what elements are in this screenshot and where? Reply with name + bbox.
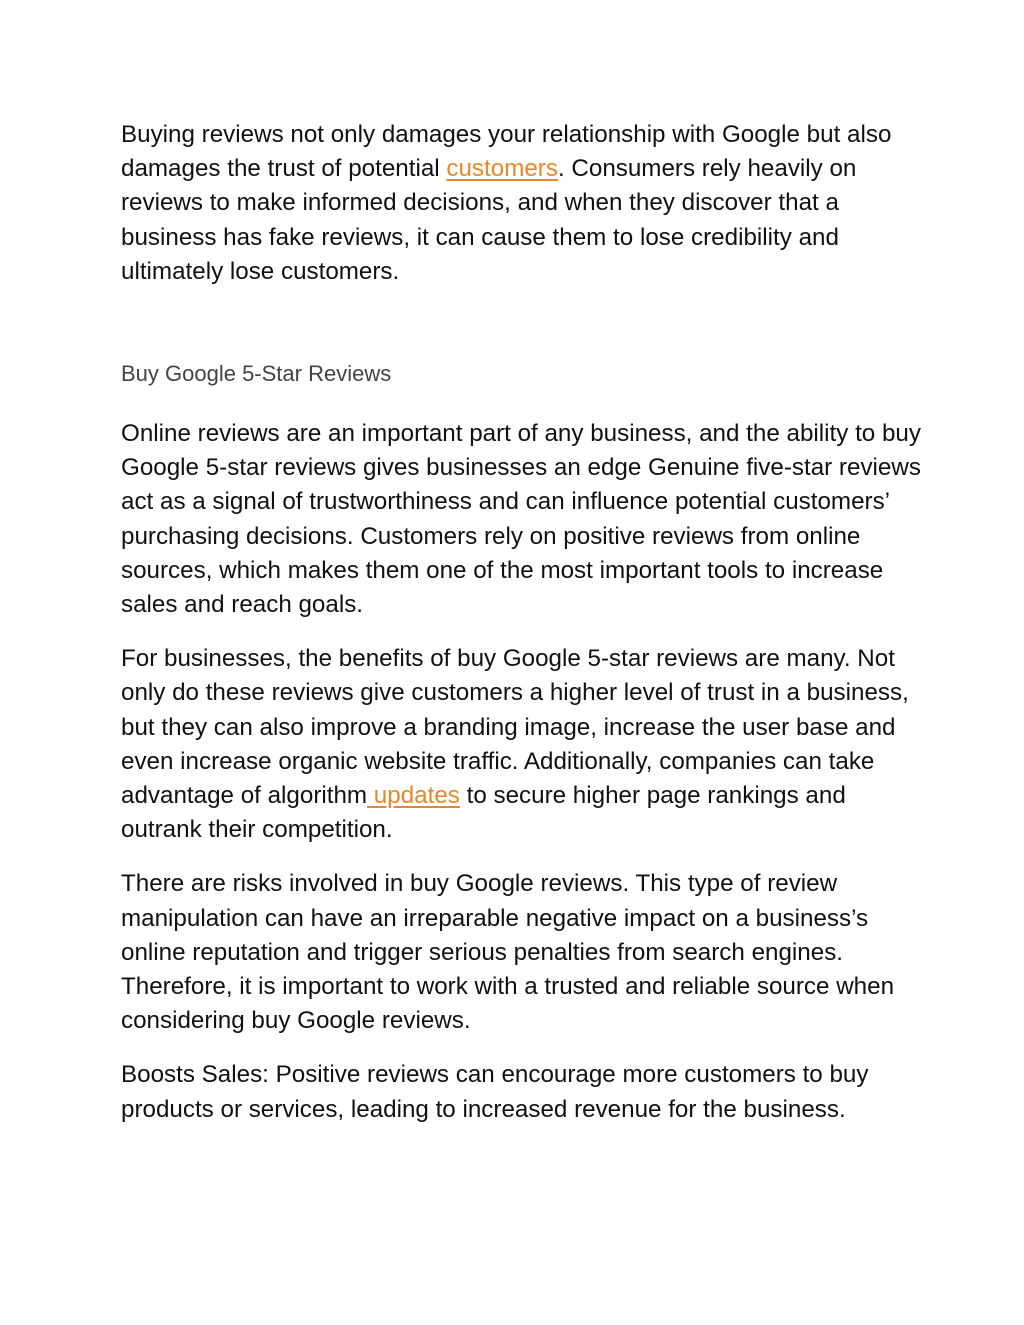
section-heading: Buy Google 5-Star Reviews bbox=[121, 361, 392, 387]
updates-link[interactable]: updates bbox=[367, 782, 460, 810]
paragraph-boosts-sales: Boosts Sales: Positive reviews can encourage more customers to buy products or services, leading to increased revenue for the business. bbox=[121, 1061, 869, 1123]
paragraph-risks: There are risks involved in buy Google reviews. This type of review manipulation can have an irreparable negative impact on a business’s online reputation and trigger serious penalties from search engines. Therefore, it is important to work with a trusted and reliable source when considering buy Google reviews. bbox=[121, 870, 895, 1035]
intro-text-end: . Consumers rely heavily on reviews to make informed decisions, and when they discover that a business has fake reviews, it can cause them to lose credibility and ultimately lose customers. bbox=[121, 155, 857, 285]
intro-paragraph bbox=[121, 118, 921, 289]
benefits-text-end: to secure higher page rankings and outrank their competition. bbox=[121, 782, 846, 844]
paragraph-benefits bbox=[121, 642, 921, 847]
customers-link[interactable]: customers bbox=[446, 155, 558, 183]
document-page bbox=[121, 118, 921, 1147]
benefits-text-start: For businesses, the benefits of buy Google 5-star reviews are many. Not only do these reviews give customers a higher level of trust in a business, but they can also improve a branding image, increase the user base and even increase organic website traffic. Additionally, companies can take advantage of algorithm bbox=[121, 645, 909, 810]
paragraph-online-reviews: Online reviews are an important part of any business, and the ability to buy Google 5-star reviews gives businesses an edge Genuine five-star reviews act as a signal of trustworthiness and can influence potential customers’ purchasing decisions. Customers rely on positive reviews from online sources, which makes them one of the most important tools to increase sales and reach goals. bbox=[121, 420, 921, 619]
intro-text-start: Buying reviews not only damages your relationship with Google but also damages the trust of potential bbox=[121, 121, 892, 183]
